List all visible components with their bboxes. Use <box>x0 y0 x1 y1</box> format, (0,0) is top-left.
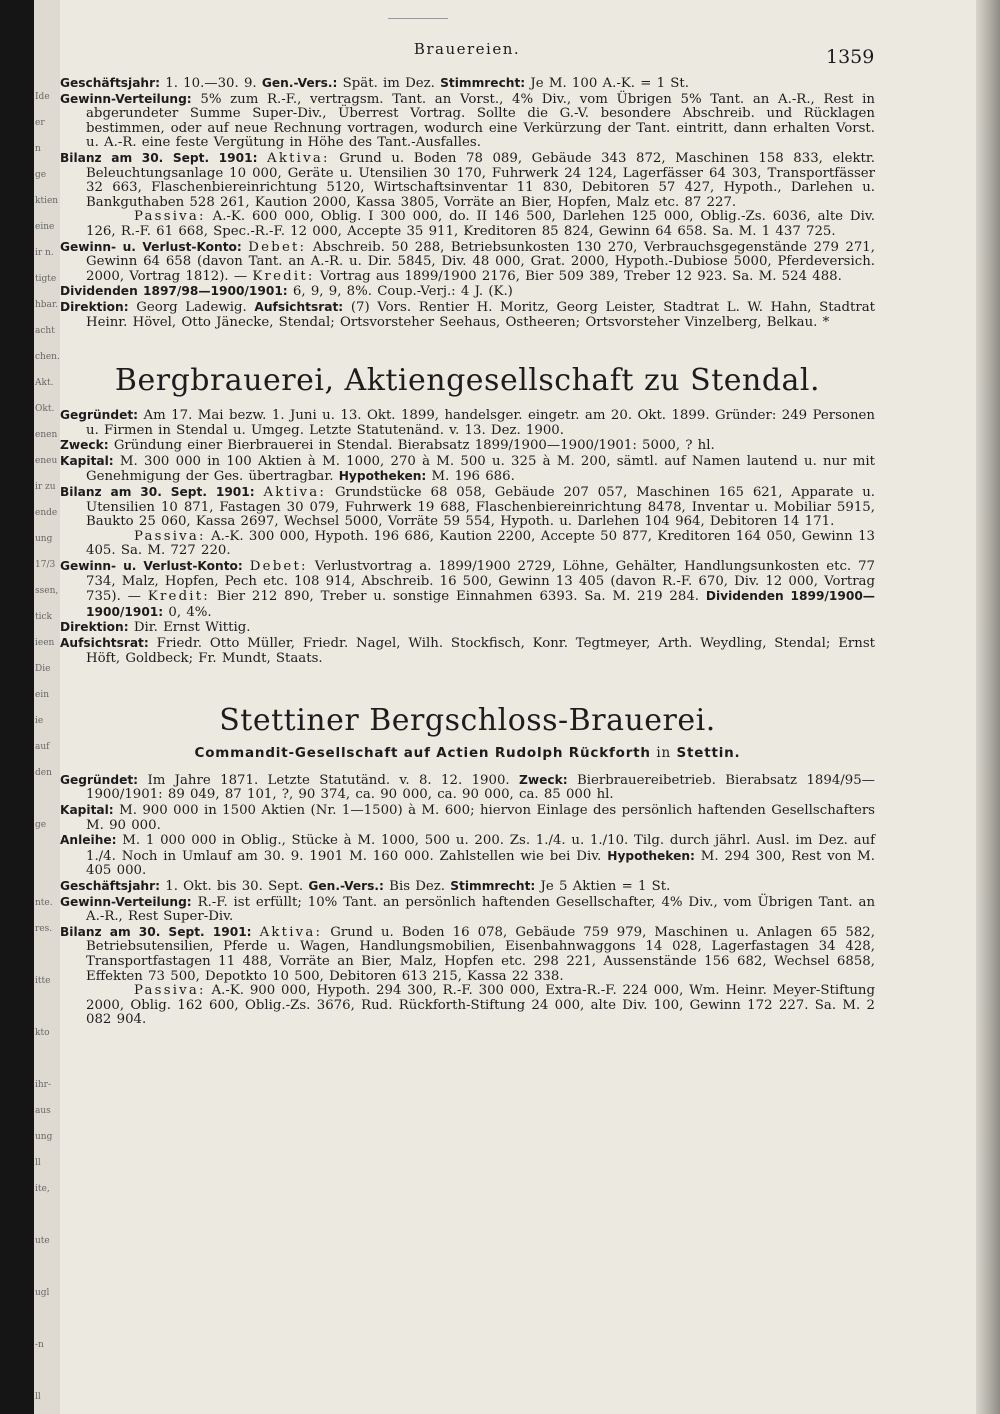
label: Direktion: <box>60 620 129 635</box>
margin-fragment: ge <box>35 820 47 830</box>
label: Gegründet: <box>60 408 139 423</box>
aktiva-label: Aktiva: <box>263 485 327 501</box>
label: Gen.-Vers.: <box>308 878 384 893</box>
value: R.-F. ist erfüllt; 10% Tant. an persönlich haftenden Gesellschafter, 4% Div., vom Übrigen Tant. an A.-R., Rest Super-Div. <box>86 894 876 925</box>
label: Hypotheken: <box>607 848 695 863</box>
aktiva-label: Aktiva: <box>267 150 330 166</box>
entry-bilanz <box>60 485 875 559</box>
margin-fragment: 17/3 <box>35 560 56 570</box>
aktiva-label: Aktiva: <box>259 924 323 940</box>
value: Je 5 Aktien = 1 St. <box>540 878 671 894</box>
label: Zweck: <box>60 438 109 453</box>
margin-fragment: Okt. <box>35 404 55 414</box>
binding-gutter <box>0 0 34 1414</box>
margin-fragment: ung <box>35 1132 53 1142</box>
company-title-stettiner: Stettiner Bergschloss-Brauerei. <box>219 703 716 739</box>
label: Geschäftsjahr: <box>60 76 160 90</box>
value: M. 900 000 in 1500 Aktien (Nr. 1—1500) à M. 600; hiervon Einlage des persönlich haftenden Gesellschafters M. 90 000. <box>86 802 875 833</box>
value: 5% zum R.-F., vertragsm. Tant. an Vorst., 4% Div., vom Übrigen 5% Tant. an A.-R., Rest in abgerundeter Summe Super-Div., Überrest Vortrag. Sollte die G.-V. besondere Abschreib. und Rücklagen bestimmen, oder auf neue Rechnung vortragen, wodurch eine Verkürzung der Tant. eintritt, dann erhalten Vorst. u. A.-R. eine feste Vergütung in Höhe des Tant.-Ausfalles. <box>86 91 875 151</box>
margin-fragment: ge <box>35 170 47 180</box>
facing-page-margin <box>34 0 60 1414</box>
value: (7) Vors. Rentier H. Moritz, Georg Leister, Stadtrat L. W. Hahn, Stadtrat Heinr. Hövel, Otto Jänecke, Stendal; Ortsvorsteher Seehaus, Ostheeren; Ortsvorsteher Vinzelberg, Belkau. * <box>86 299 875 330</box>
entry-kapital <box>60 803 875 833</box>
value: Im Jahre 1871. Letzte Statutänd. v. 8. 12. 1900. <box>147 772 510 788</box>
passiva-label: Passiva: <box>134 209 206 225</box>
value: M. 196 686. <box>431 469 515 485</box>
running-title: Brauereien. <box>413 40 521 58</box>
margin-fragment: ie <box>35 716 44 726</box>
label: Stimmrecht: <box>440 76 526 90</box>
margin-fragment: ir zu <box>35 482 56 492</box>
value: 6, 9, 9, 8%. Coup.-Verj.: 4 J. (K.) <box>292 284 513 300</box>
value: Grundstücke 68 058, Gebäude 207 057, Maschinen 165 621, Apparate u. Utensilien 10 871, Fastagen 30 079, Fuhrwerk 19 688, Flaschenbiereinrichtung 8478, Inventar u. Mobiliar 5915, Baukto 25 060, Kassa 2697, Wechsel 5000, Vorräte 59 554, Hypoth. u. Darlehen 104 964, Debitoren 14 171. <box>86 485 875 530</box>
label: Direktion: <box>60 299 129 314</box>
value: Grund u. Boden 78 089, Gebäude 343 872, Maschinen 158 833, elektr. Beleuchtungsanlage 10 000, Geräte u. Utensilien 30 170, Fuhrwerk 24 124, Lagerfässer 64 303, Transportfässer 32 663, Flaschenbiereinrichtung 5120, Wirtschaftsinventar 11 830, Debitoren 57 427, Hypoth., Darlehen u. Bankguthaben 528 261, Kaution 2000, Kassa 3805, Vorräte an Bier, Hopfen, Malz etc. 87 227. <box>86 150 875 210</box>
margin-fragment: Die <box>35 664 51 674</box>
value: Dir. Ernst Wittig. <box>133 620 251 636</box>
label: Hypotheken: <box>338 469 427 484</box>
debet-label: Debet: <box>249 559 308 575</box>
margin-fragment: ihr- <box>35 1080 52 1090</box>
margin-fragment: ende <box>35 508 58 518</box>
label: Bilanz am 30. Sept. 1901: <box>60 924 252 939</box>
value: Georg Ladewig. <box>136 299 247 315</box>
margin-fragment: ktien <box>35 196 59 206</box>
entry-bilanz <box>60 925 875 1028</box>
label: Anleihe: <box>60 833 117 848</box>
margin-fragment: auf <box>35 742 50 752</box>
entry-gewinn-verlust <box>60 559 875 620</box>
margin-fragment: eneu <box>35 456 58 466</box>
margin-fragment: kto <box>35 1028 50 1038</box>
label: Aufsichtsrat: <box>254 299 344 314</box>
value: Bierbrauereibetrieb. Bierabsatz 1894/95—1900/1901: 89 049, 87 101, ?, 90 374, ca. 90 000, ca. 90 000, ca. 85 000 hl. <box>86 772 875 803</box>
margin-fragment: ein <box>35 690 50 700</box>
header-rule <box>388 18 448 19</box>
entry-gewinn-verteilung <box>60 895 875 925</box>
value: M. 300 000 in 100 Aktien à M. 1000, 270 à M. 500 u. 325 à M. 200, sämtl. auf Namen lautend u. nur mit Genehmigung der Ges. übertragbar. <box>86 453 875 485</box>
value: Abschreib. 50 288, Betriebsunkosten 130 270, Verbrauchsgegenstände 279 271, Gewinn 64 658 (davon Tant. an A.-R. u. Dir. 5845, Div. 48 000, Grat. 2000, Hypoth.-Dubiose 5000, Pferdeversich. 2000, Vortrag 1812). — <box>86 239 875 284</box>
margin-fragment: ute <box>35 1236 50 1246</box>
company-subtitle <box>60 746 875 761</box>
page-content <box>60 76 875 1028</box>
entry-dividenden <box>60 284 875 300</box>
margin-fragment: Ide <box>35 92 50 102</box>
entry-anleihe <box>60 833 875 879</box>
margin-fragment: ung <box>35 534 53 544</box>
value: Bis Dez. <box>389 878 446 894</box>
passiva-label: Passiva: <box>134 983 206 999</box>
value: Bier 212 890, Treber u. sonstige Einnahmen 6393. Sa. M. 219 284. <box>216 589 700 605</box>
entry-gewinn-verteilung <box>60 92 875 151</box>
label: Gen.-Vers.: <box>261 76 338 90</box>
entry-geschaeftsjahr <box>60 879 875 895</box>
value: Verlustvortrag a. 1899/1900 2729, Löhne, Gehälter, Handlungsunkosten etc. 77 734, Malz, Hopfen, Pech etc. 108 914, Abschreib. 16 500, Gewinn 13 405 (davon R.-F. 670, Div. 12 000, Vortrag 735). — <box>86 559 876 605</box>
margin-fragment: ite, <box>35 1184 50 1194</box>
value: 1. Okt. bis 30. Sept. <box>165 878 304 894</box>
subtitle-part: in <box>656 745 671 762</box>
label: Aufsichtsrat: <box>60 636 149 650</box>
label: Geschäftsjahr: <box>60 878 160 893</box>
label: Bilanz am 30. Sept. 1901: <box>60 485 255 500</box>
margin-fragment: n <box>35 144 41 154</box>
entry-gewinn-verlust <box>60 240 875 285</box>
passiva-label: Passiva: <box>134 528 206 544</box>
margin-fragment: -n <box>35 1340 44 1350</box>
company-title-bergbrauerei: Bergbrauerei, Aktiengesellschaft zu Stendal. <box>114 363 821 399</box>
margin-fragment: ll <box>35 1158 41 1168</box>
label: Stimmrecht: <box>450 878 536 893</box>
margin-fragment: enen <box>35 430 58 440</box>
label: Gegründet: <box>60 772 139 787</box>
margin-fragment: er <box>35 118 45 128</box>
value: A.-K. 900 000, Hypoth. 294 300, R.-F. 300 000, Extra-R.-F. 224 000, Wm. Heinr. Meyer-Stiftung 2000, Oblig. 162 600, Oblig.-Zs. 3676, Rud. Rückforth-Stiftung 24 000, alte Div. 100, Gewinn 172 227. Sa. M. 2 082 904. <box>86 983 875 1028</box>
entry-gegruendet <box>60 408 875 438</box>
margin-fragment: chen. <box>35 352 60 362</box>
debet-label: Debet: <box>248 239 307 255</box>
value: Gründung einer Bierbrauerei in Stendal. Bierabsatz 1899/1900—1900/1901: 5000, ? hl. <box>113 438 715 454</box>
entry-aufsichtsrat <box>60 636 875 666</box>
margin-fragment: tick <box>35 612 52 622</box>
margin-fragment: Akt. <box>35 378 54 388</box>
entry-zweck <box>60 438 875 454</box>
margin-fragment: eine <box>35 222 55 232</box>
value: Spät. im Dez. <box>342 76 435 91</box>
label: Zweck: <box>519 772 568 787</box>
label: Gewinn- u. Verlust-Konto: <box>60 559 243 574</box>
page-number: 1359 <box>826 46 875 68</box>
margin-fragment: ugl <box>35 1288 50 1298</box>
page-edge-shadow <box>976 0 1000 1414</box>
value: 1. 10.—30. 9. <box>165 76 257 91</box>
kredit-label: Kredit: <box>147 589 210 605</box>
label: Kapital: <box>60 453 114 468</box>
value: Vortrag aus 1899/1900 2176, Bier 509 389, Treber 12 923. Sa. M. 524 488. <box>319 268 842 284</box>
margin-fragment: nte. <box>35 898 53 908</box>
entry-direktion <box>60 620 875 636</box>
margin-fragment: itte <box>35 976 51 986</box>
entry-kapital <box>60 454 875 485</box>
subtitle-part: Stettin. <box>676 745 741 762</box>
value: Je M. 100 A.-K. = 1 St. <box>530 76 689 91</box>
margin-fragment: res. <box>35 924 53 934</box>
margin-fragment: ssen, <box>35 586 59 596</box>
label: Gewinn-Verteilung: <box>60 91 192 106</box>
value: M. 294 300, Rest von M. 405 000. <box>86 848 875 879</box>
entry-direktion <box>60 300 875 330</box>
margin-fragment: den <box>35 768 52 778</box>
margin-fragment: hbar. <box>35 300 59 310</box>
value: Am 17. Mai bezw. 1. Juni u. 13. Okt. 1899, handelsger. eingetr. am 20. Okt. 1899. Gründer: 249 Personen u. Firmen in Stendal u. Umgeg. Letzte Statutenänd. v. 13. Dez. 1900. <box>86 408 875 438</box>
value: 0, 4%. <box>168 604 212 620</box>
entry-bilanz <box>60 151 875 240</box>
value: Grund u. Boden 16 078, Gebäude 759 979, Maschinen u. Anlagen 65 582, Betriebsutensilien, Pferde u. Wagen, Handlungsmobilien, Eisenbahnwaggons 14 028, Lagerfastagen 34 428, Transportfastagen 11 488, Vorräte an Bier, Malz, Hopfen etc. 298 221, Aussenstände 156 682, Wechsel 6858, Effekten 73 500, Depotkto 10 500, Debitoren 613 215, Kassa 22 338. <box>86 924 875 984</box>
label: Gewinn-Verteilung: <box>60 894 192 909</box>
entry-gegruendet <box>60 773 875 803</box>
label: Dividenden 1899/1900—1900/1901: <box>86 589 875 619</box>
margin-fragment: tigte <box>35 274 57 284</box>
label: Bilanz am 30. Sept. 1901: <box>60 150 258 165</box>
kredit-label: Kredit: <box>252 268 315 284</box>
subtitle-part: Commandit-Gesellschaft auf Actien Rudolph Rückforth <box>194 745 651 762</box>
label: Kapital: <box>60 802 114 817</box>
margin-fragment: acht <box>35 326 55 336</box>
label: Gewinn- u. Verlust-Konto: <box>60 239 242 254</box>
value: A.-K. 600 000, Oblig. I 300 000, do. II 146 500, Darlehen 125 000, Oblig.-Zs. 6036, alte Div. 126, R.-F. 61 668, Spec.-R.-F. 12 000, Accepte 35 911, Kreditoren 85 824, Gewinn 64 658. Sa. M. 1 437 725. <box>86 209 875 239</box>
value: A.-K. 300 000, Hypoth. 196 686, Kaution 2200, Accepte 50 877, Kreditoren 164 050, Gewinn 13 405. Sa. M. 727 220. <box>86 528 876 559</box>
value: M. 1 000 000 in Oblig., Stücke à M. 1000, 500 u. 200. Zs. 1./4. u. 1./10. Tilg. durch jährl. Ausl. im Dez. auf 1./4. Noch in Umlauf am 30. 9. 1901 M. 160 000. Zahlstellen wie bei Div. <box>86 833 875 864</box>
margin-fragment: ir n. <box>35 248 54 258</box>
label: Dividenden 1897/98—1900/1901: <box>60 284 288 299</box>
margin-fragment: ieen <box>35 638 55 648</box>
entry-geschaeftsjahr <box>60 76 875 92</box>
value: Friedr. Otto Müller, Friedr. Nagel, Wilh. Stockfisch, Konr. Tegtmeyer, Arth. Weydling, Stendal; Ernst Höft, Goldbeck; Fr. Mundt, Staats. <box>86 636 875 666</box>
margin-fragment: aus <box>35 1106 51 1116</box>
margin-fragment: ll <box>35 1392 41 1402</box>
